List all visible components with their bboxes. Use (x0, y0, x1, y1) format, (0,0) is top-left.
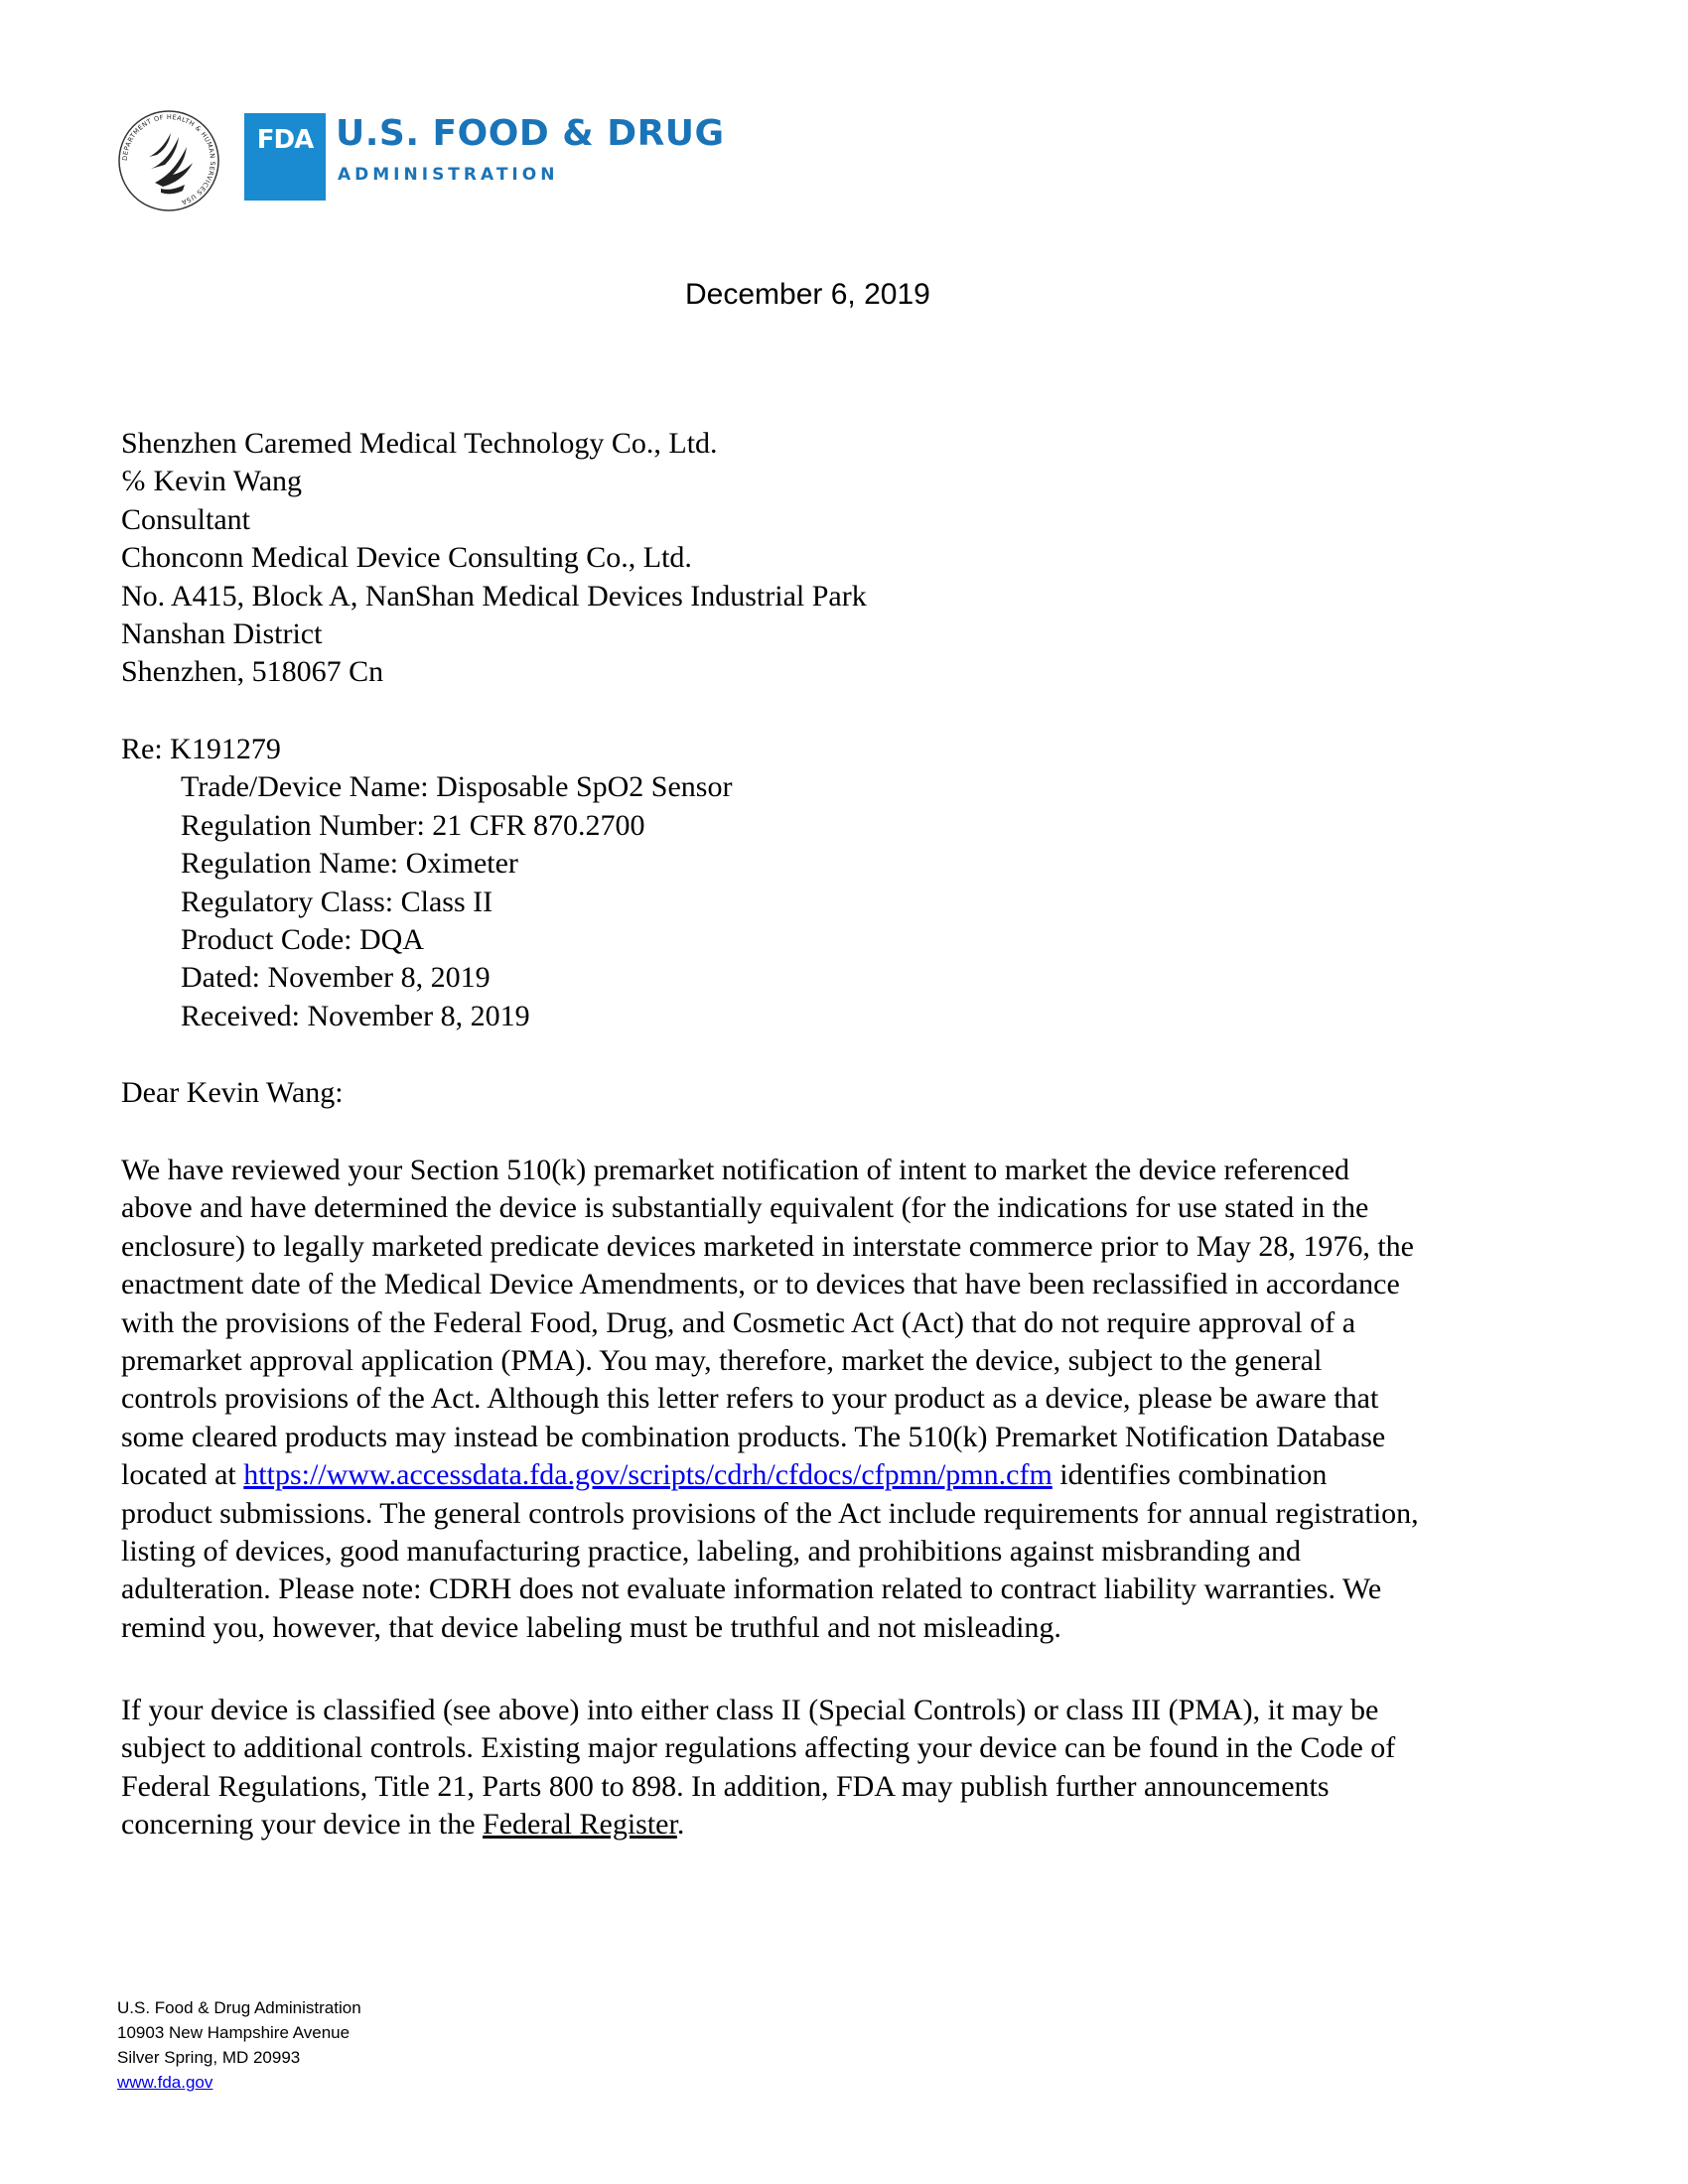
paragraph-line: adulteration. Please note: CDRH does not evaluate information related to contract liability warranties. We (121, 1572, 1382, 1606)
agency-subtitle: ADMINISTRATION (338, 165, 559, 185)
paragraph-line: listing of devices, good manufacturing practice, labeling, and prohibitions against misbranding and (121, 1535, 1302, 1569)
link-prefix: located at (121, 1458, 244, 1492)
paragraph-line: enactment date of the Medical Device Amendments, or to devices that have been reclassified in accordance (121, 1268, 1400, 1301)
paragraph-line: enclosure) to legally marketed predicate devices marketed in interstate commerce prior to May 28, 1976, the (121, 1229, 1414, 1263)
address-line: No. A415, Block A, NanShan Medical Devices Industrial Park (121, 579, 867, 613)
seal-text: DEPARTMENT OF HEALTH & HUMAN SERVICES USA (120, 112, 217, 206)
footer-city: Silver Spring, MD 20993 (117, 2048, 301, 2067)
link-suffix: identifies combination (1052, 1458, 1328, 1492)
register-prefix: concerning your device in the (121, 1808, 484, 1842)
address-line: Chonconn Medical Device Consulting Co., Ltd. (121, 541, 692, 575)
footer-address (117, 1995, 361, 2095)
fda-logo (244, 113, 725, 201)
body-paragraph-1 (121, 1152, 1581, 1647)
re-block (121, 731, 732, 1035)
paragraph-line: If your device is classified (see above) into either class II (Special Controls) or class III (PMA), it may be (121, 1694, 1379, 1726)
paragraph-line-with-link (121, 1806, 1581, 1843)
footer-street: 10903 New Hampshire Avenue (117, 2023, 351, 2042)
address-line: Shenzhen Caremed Medical Technology Co., Ltd. (121, 427, 718, 460)
address-line: Nanshan District (121, 617, 323, 651)
re-detail: Received: November 8, 2019 (181, 999, 530, 1032)
register-suffix: . (676, 1808, 685, 1842)
salutation: Dear Kevin Wang: (121, 1076, 344, 1109)
re-detail: Trade/Device Name: Disposable SpO2 Sensor (181, 770, 733, 804)
paragraph-line: above and have determined the device is substantially equivalent (for the indications for use stated in the (121, 1191, 1369, 1225)
re-number: Re: K191279 (121, 733, 281, 765)
paragraph-line: subject to additional controls. Existing major regulations affecting your device can be found in the Code of (121, 1731, 1396, 1765)
paragraph-line: some cleared products may instead be combination products. The 510(k) Premarket Notification Database (121, 1420, 1386, 1453)
re-detail: Product Code: DQA (181, 923, 424, 957)
paragraph-line: We have reviewed your Section 510(k) premarket notification of intent to market the device referenced (121, 1154, 1350, 1186)
paragraph-line-with-link (121, 1456, 1581, 1494)
paragraph-line: premarket approval application (PMA). You may, therefore, market the device, subject to the general (121, 1344, 1323, 1378)
paragraph-line: with the provisions of the Federal Food, Drug, and Cosmetic Act (Act) that do not require approval of a (121, 1305, 1356, 1339)
footer-org: U.S. Food & Drug Administration (117, 1998, 361, 2017)
federal-register-link[interactable]: Federal Register (483, 1808, 677, 1842)
paragraph-line: product submissions. The general controls provisions of the Act include requirements for annual registration, (121, 1496, 1419, 1530)
hhs-seal-icon (115, 107, 222, 214)
paragraph-line: Federal Regulations, Title 21, Parts 800 to 898. In addition, FDA may publish further announcements (121, 1769, 1330, 1803)
body-paragraph-2 (121, 1692, 1581, 1844)
fda-logo-box-text: FDA (256, 125, 314, 155)
paragraph-line: remind you, however, that device labeling must be truthful and not misleading. (121, 1610, 1061, 1644)
address-line: Consultant (121, 502, 251, 536)
paragraph-line: controls provisions of the Act. Although this letter refers to your product as a device, please be aware that (121, 1382, 1379, 1416)
letter-date: December 6, 2019 (685, 278, 930, 311)
re-detail: Regulation Name: Oximeter (181, 847, 518, 881)
fda-logo-box (244, 113, 326, 201)
fda-website-link[interactable]: www.fda.gov (117, 2073, 213, 2092)
recipient-address (121, 425, 867, 692)
agency-name: U.S. FOOD & DRUG (336, 113, 725, 154)
address-line: Shenzhen, 518067 Cn (121, 655, 384, 689)
re-detail: Regulation Number: 21 CFR 870.2700 (181, 808, 645, 842)
pmn-database-link[interactable]: https://www.accessdata.fda.gov/scripts/cdrh/cfdocs/cfpmn/pmn.cfm (243, 1458, 1053, 1492)
address-line: ℅ Kevin Wang (121, 465, 303, 498)
re-detail: Dated: November 8, 2019 (181, 961, 491, 995)
re-detail: Regulatory Class: Class II (181, 885, 493, 918)
